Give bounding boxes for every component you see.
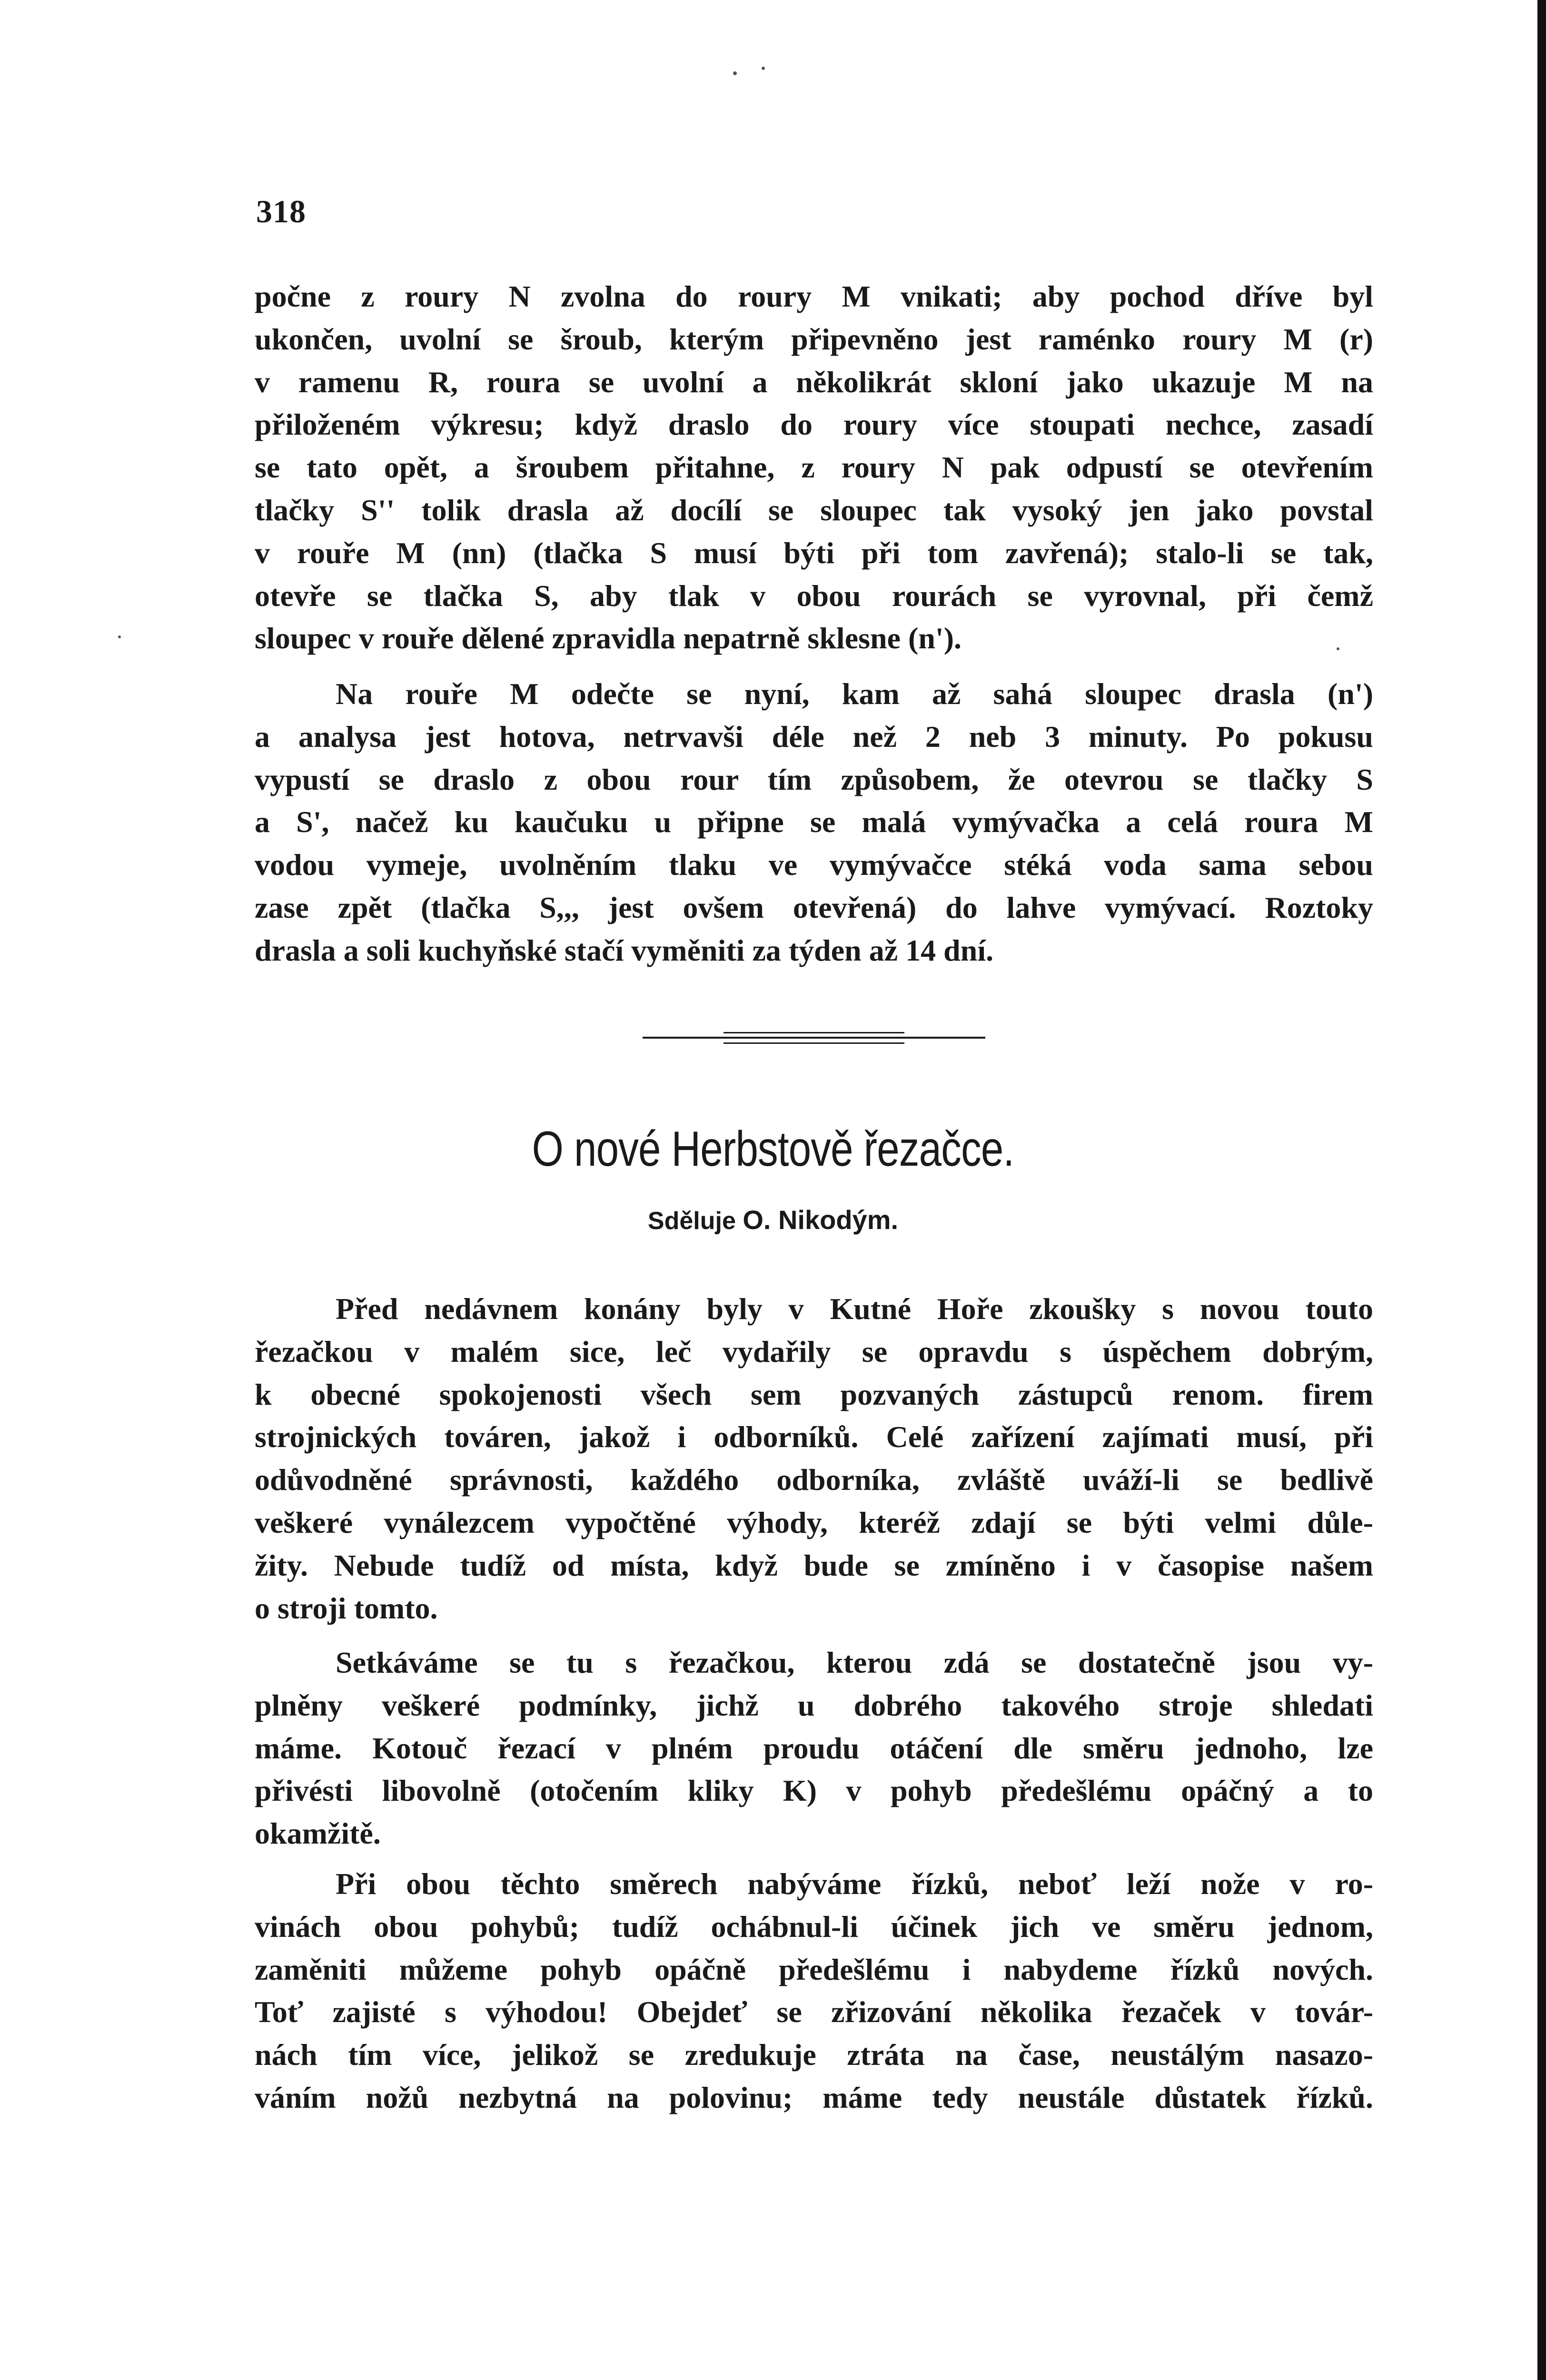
text-line: zase zpět (tlačka S,,, jest ovšem otevřená) do lahve vymývací. Roztoky (255, 890, 1373, 924)
divider-rule (723, 1042, 904, 1044)
text-line: odůvodněné správnosti, každého odborníka, zvláště uváží-li se bedlivě (255, 1463, 1373, 1497)
text-line: vinách obou pohybů; tudíž ochábnul-li účinek jich ve směru jednom, (255, 1909, 1373, 1944)
scan-speck (1337, 647, 1339, 650)
text-line: přiloženém výkresu; když draslo do roury více stoupati nechce, zasadí (255, 407, 1373, 442)
text-line: se tato opět, a šroubem přitahne, z roury N pak odpustí se otevřením (255, 450, 1373, 485)
scan-speck (733, 71, 737, 75)
scan-speck (118, 635, 121, 638)
text-line: váním nožů nezbytná na polovinu; máme tedy neustále důstatek řízků. (255, 2080, 1373, 2114)
section1-paragraph-2 (255, 673, 1373, 972)
article-paragraph-2 (255, 1641, 1373, 1855)
text-line: strojnických továren, jakož i odborníků. Celé zařízení zajímati musí, při (255, 1420, 1373, 1454)
text-line: máme. Kotouč řezací v plném proudu otáčení dle směru jednoho, lze (255, 1731, 1373, 1765)
text-line: veškeré vynálezcem vypočtěné výhody, kteréž zdají se býti velmi důle- (255, 1505, 1373, 1539)
text-line: sloupec v rouře dělené zpravidla nepatrně sklesne (n'). (255, 621, 961, 655)
text-line: Toť zajisté s výhodou! Obejdeť se zřizování několika řezaček v továr- (255, 1995, 1373, 2029)
byline-prefix: Sděluje (647, 1207, 736, 1235)
text-line: nách tím více, jelikož se zredukuje ztráta na čase, neustálým nasazo- (255, 2038, 1373, 2072)
text-line: Setkáváme se tu s řezačkou, kterou zdá se dostatečně jsou vy- (336, 1646, 1373, 1679)
text-line: ukončen, uvolní se šroub, kterým připevněno jest raménko roury M (r) (255, 322, 1373, 356)
page-number: 318 (256, 193, 306, 229)
text-line: k obecné spokojenosti všech sem pozvaných zástupců renom. firem (255, 1377, 1373, 1411)
text-line: počne z roury N zvolna do roury M vnikati; aby pochod dříve byl (255, 279, 1373, 313)
article-byline (0, 1204, 1546, 1235)
article-title: O nové Herbstově řezačce. (532, 1121, 1014, 1177)
text-line: přivésti libovolně (otočením kliky K) v pohyb předešlému opáčný a to (255, 1774, 1373, 1808)
text-line: v rouře M (nn) (tlačka S musí býti při tom zavřená); stalo-li se tak, (255, 536, 1373, 570)
text-line: řezačkou v malém sice, leč vydařily se opravdu s úspěchem dobrým, (255, 1334, 1373, 1368)
text-line: o stroji tomto. (255, 1591, 438, 1625)
text-line: Při obou těchto směrech nabýváme řízků, neboť leží nože v ro- (336, 1867, 1373, 1901)
text-line: otevře se tlačka S, aby tlak v obou rourách se vyrovnal, při čemž (255, 578, 1373, 613)
text-line: a S', načež ku kaučuku u připne se malá vymývačka a celá roura M (255, 805, 1373, 839)
article-paragraph-1 (255, 1288, 1373, 1629)
text-line: Na rouře M odečte se nyní, kam až sahá sloupec drasla (n') (336, 677, 1373, 711)
text-line: tlačky S'' tolik drasla až docílí se sloupec tak vysoký jen jako povstal (255, 493, 1373, 527)
page-edge-scan-border (1537, 0, 1546, 2380)
text-line: vypustí se draslo z obou rour tím způsobem, že otevrou se tlačky S (255, 762, 1373, 796)
text-line: drasla a soli kuchyňské stačí vyměniti za týden až 14 dní. (255, 933, 994, 967)
article-paragraph-3 (255, 1863, 1373, 2119)
byline-author: O. Nikodým. (743, 1205, 899, 1235)
text-line: Před nedávnem konány byly v Kutné Hoře zkoušky s novou touto (336, 1292, 1373, 1326)
section-divider (643, 1028, 985, 1047)
text-line: žity. Nebude tudíž od místa, když bude se zmíněno i v časopise našem (255, 1548, 1373, 1582)
text-line: okamžitě. (255, 1816, 381, 1851)
text-line: v ramenu R, roura se uvolní a několikrát skloní jako ukazuje M na (255, 365, 1373, 399)
divider-rule (723, 1032, 904, 1033)
divider-rule (643, 1037, 985, 1039)
section1-paragraph-1 (255, 275, 1373, 660)
text-line: zaměniti můžeme pohyb opáčně předešlému i nabydeme řízků nových. (255, 1952, 1373, 1986)
text-line: vodou vymeje, uvolněním tlaku ve vymývačce stéká voda sama sebou (255, 848, 1373, 882)
text-line: plněny veškeré podmínky, jichž u dobrého takového stroje shledati (255, 1688, 1373, 1722)
scan-speck (762, 67, 765, 70)
text-line: a analysa jest hotova, netrvavši déle než 2 neb 3 minuty. Po pokusu (255, 719, 1373, 754)
